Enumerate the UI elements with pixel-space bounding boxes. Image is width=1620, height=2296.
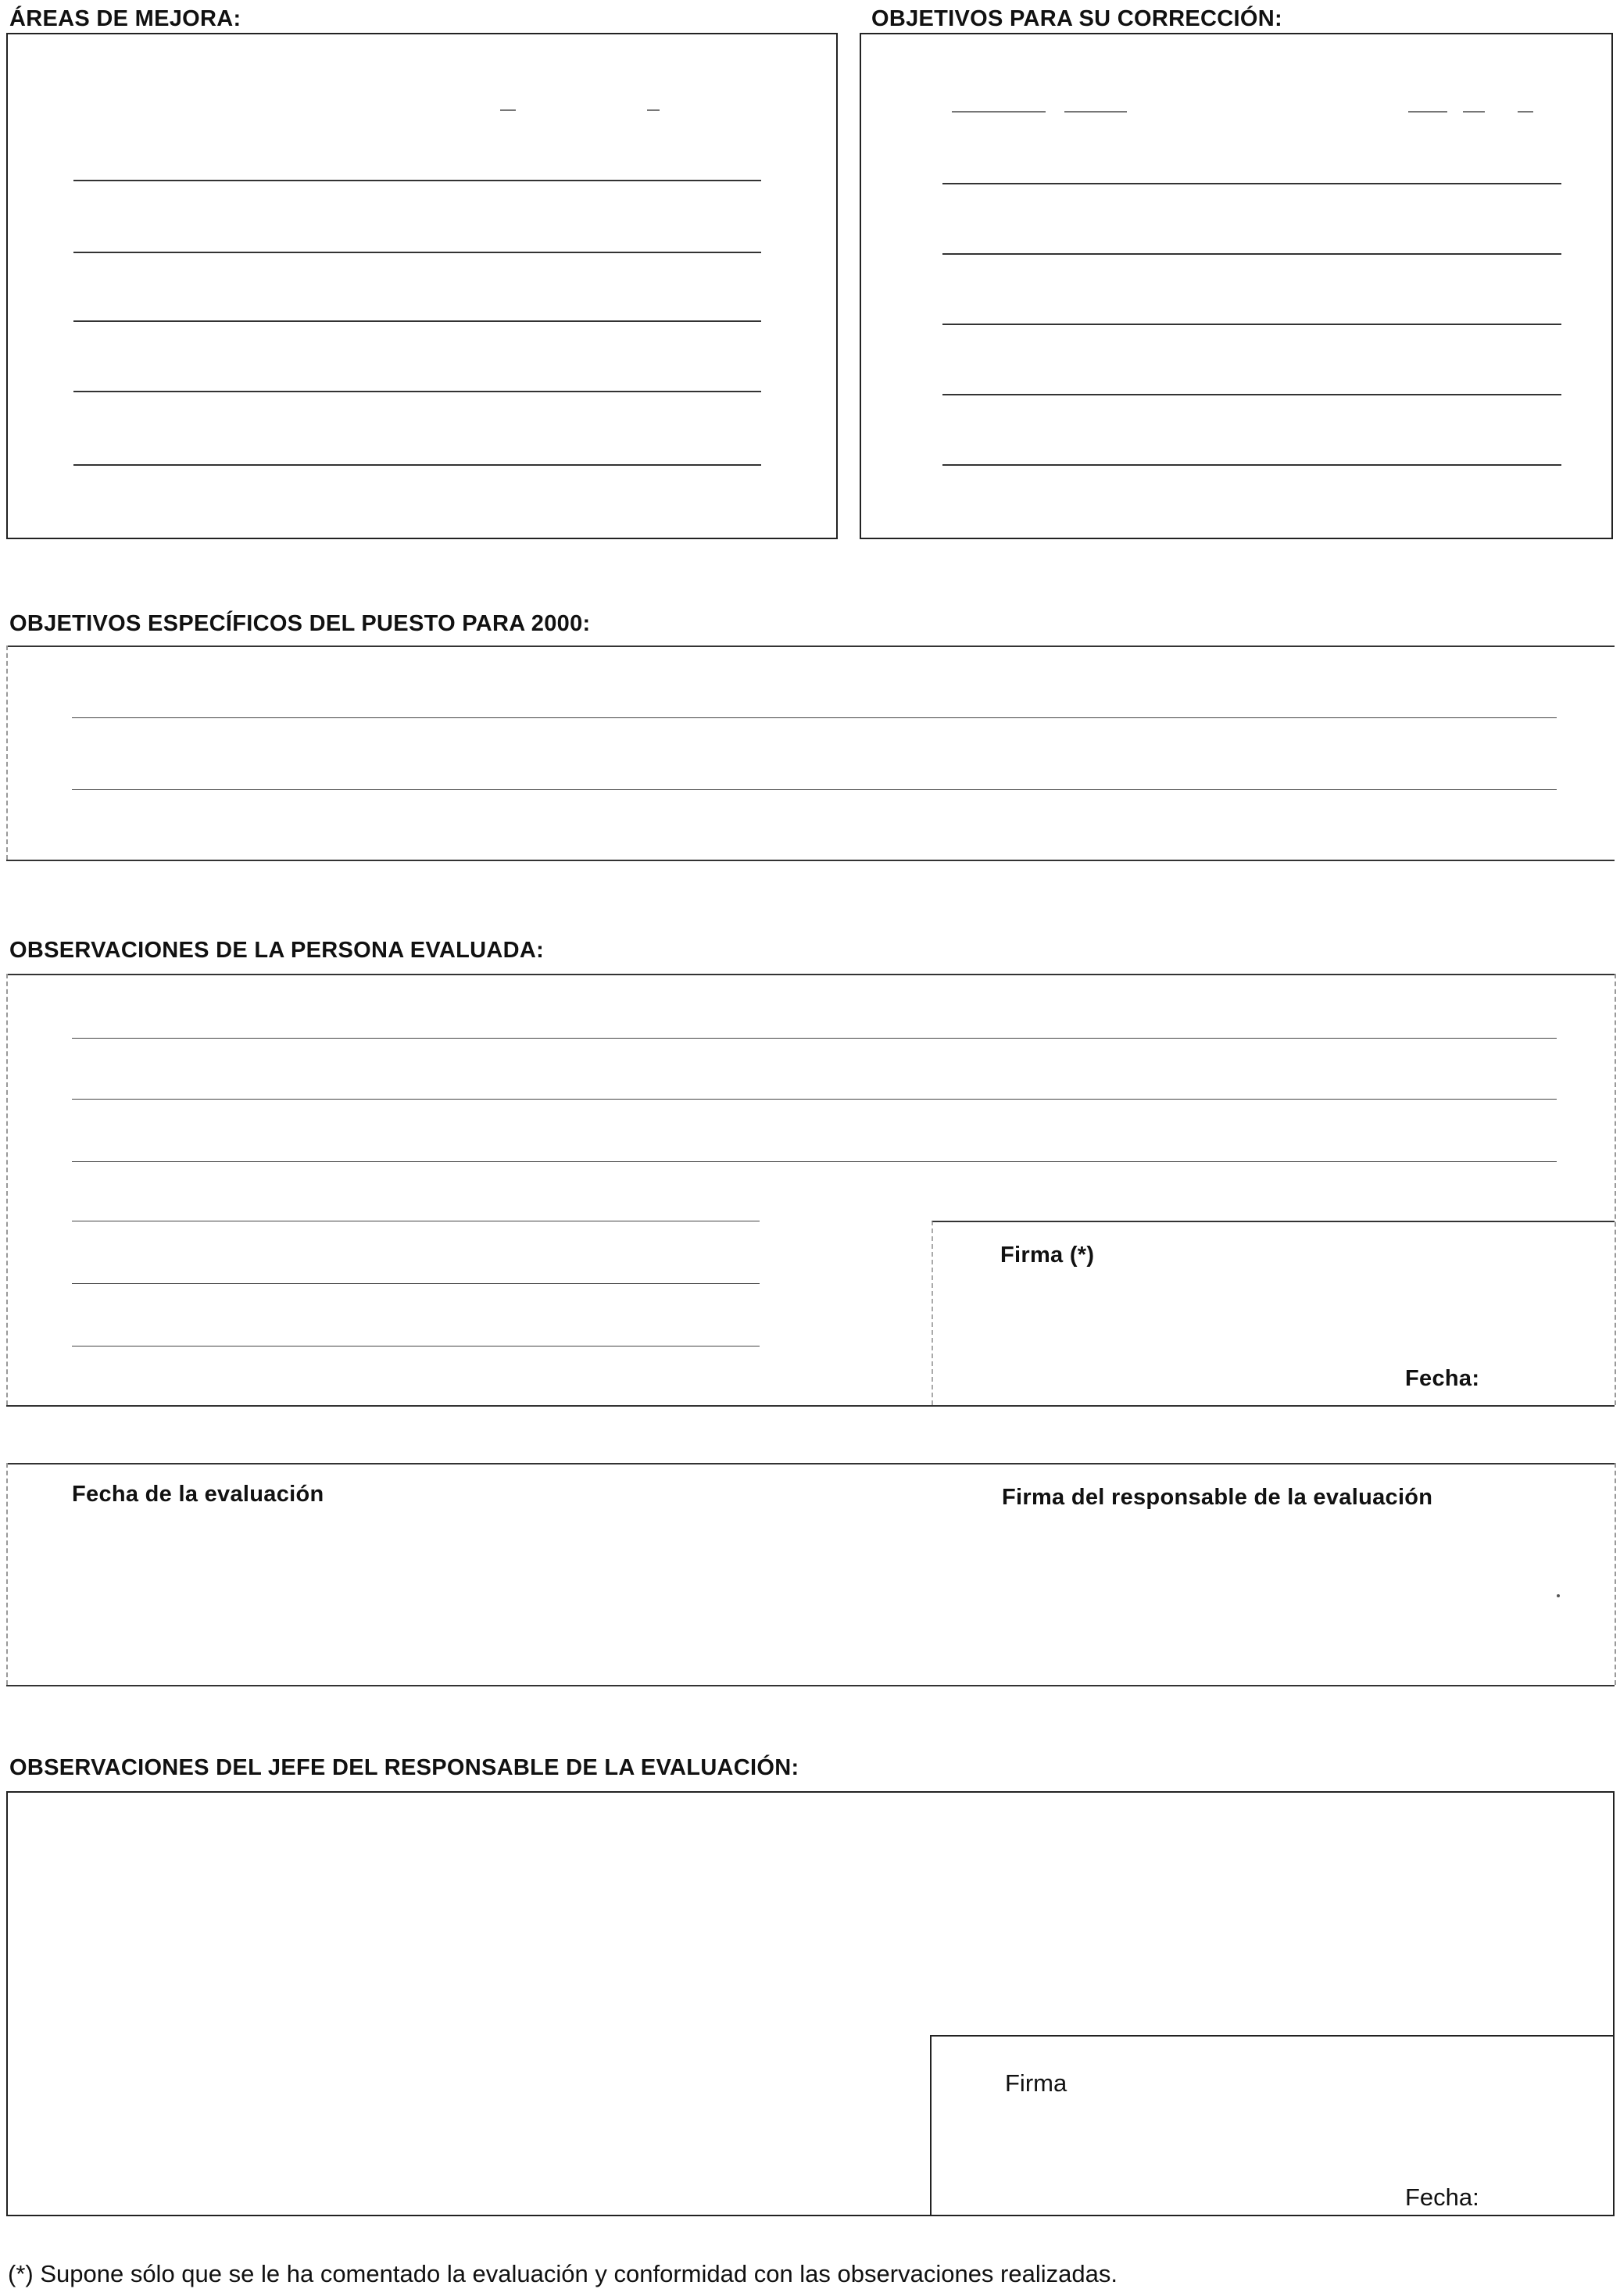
faint-mark: [647, 109, 660, 111]
section-bottom-border: [6, 1685, 1615, 1686]
firma-evaluada-box[interactable]: [932, 1221, 1615, 1405]
observaciones-jefe-label: OBSERVACIONES DEL JEFE DEL RESPONSABLE DE LA EVALUACIÓN:: [9, 1755, 799, 1780]
writing-line: [72, 789, 1557, 790]
faint-mark: [1518, 111, 1533, 113]
objetivos-correccion-box[interactable]: [860, 33, 1613, 539]
footnote: (*) Supone sólo que se le ha comentado la evaluación y conformidad con las observaciones realizadas.: [8, 2260, 1118, 2287]
section-top-border: [6, 1463, 1615, 1465]
writing-line: [942, 253, 1561, 255]
firma-jefe-label: Firma: [1005, 2069, 1067, 2097]
firma-label: Firma (*): [1000, 1243, 1095, 1268]
section-left-border: [6, 646, 8, 860]
writing-line: [73, 320, 761, 322]
section-top-border: [6, 974, 1615, 975]
faint-dot: [1557, 1594, 1560, 1597]
fecha-label: Fecha:: [1405, 1366, 1480, 1391]
writing-line: [73, 252, 761, 253]
faint-mark: [1463, 111, 1485, 113]
objetivos-correccion-label: OBJETIVOS PARA SU CORRECCIÓN:: [871, 6, 1282, 31]
faint-mark: [1064, 111, 1127, 113]
writing-line: [72, 1161, 1557, 1162]
observaciones-evaluada-label: OBSERVACIONES DE LA PERSONA EVALUADA:: [9, 938, 545, 963]
writing-line: [942, 324, 1561, 325]
writing-line: [942, 464, 1561, 466]
areas-mejora-label: ÁREAS DE MEJORA:: [9, 6, 241, 31]
firma-jefe-box[interactable]: [930, 2035, 1615, 2216]
fecha-jefe-label: Fecha:: [1405, 2183, 1479, 2211]
section-bottom-border: [6, 860, 1615, 861]
areas-mejora-box[interactable]: [6, 33, 838, 539]
section-right-border: [1615, 974, 1616, 1405]
firma-responsable-label: Firma del responsable de la evaluación: [1002, 1485, 1433, 1510]
faint-mark: [952, 111, 1046, 113]
section-right-border: [1615, 1463, 1616, 1685]
section-top-border: [6, 646, 1615, 647]
writing-line: [942, 394, 1561, 395]
writing-line: [72, 1099, 1557, 1100]
writing-line: [73, 464, 761, 466]
section-bottom-border: [6, 1405, 1615, 1407]
objetivos-especificos-label: OBJETIVOS ESPECÍFICOS DEL PUESTO PARA 2000:: [9, 611, 591, 636]
writing-line: [72, 1038, 1557, 1039]
writing-line: [72, 717, 1557, 718]
faint-mark: [1408, 111, 1447, 113]
writing-line: [72, 1283, 760, 1284]
writing-line: [73, 180, 761, 181]
section-left-border: [6, 1463, 8, 1685]
fecha-evaluacion-label: Fecha de la evaluación: [72, 1482, 324, 1507]
section-left-border: [6, 974, 8, 1405]
writing-line: [73, 391, 761, 392]
writing-line: [942, 183, 1561, 184]
faint-mark: [500, 109, 516, 111]
